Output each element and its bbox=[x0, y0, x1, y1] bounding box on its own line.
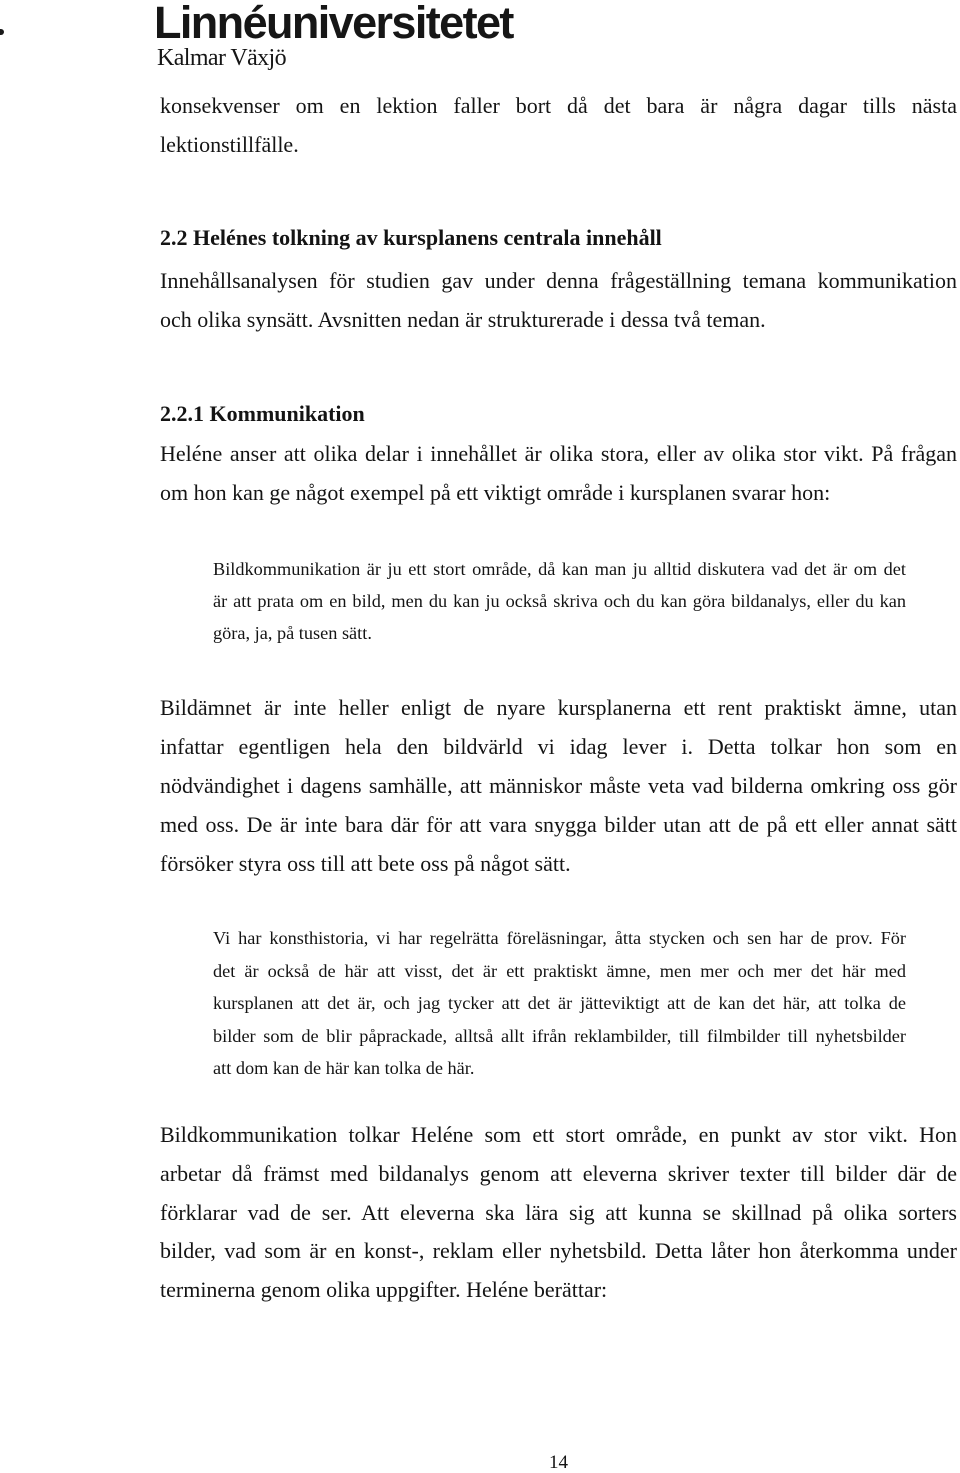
text-line: om hon kan ge något exempel på ett viktigt område i kursplanen svarar hon: bbox=[160, 480, 831, 505]
quote-line: att dom kan de här kan tolka de här. bbox=[213, 1058, 475, 1078]
text-line: arbetar då främst med bildanalys genom att eleverna skriver texter till bilder där de bbox=[160, 1160, 957, 1186]
interview-quote-1 bbox=[213, 553, 906, 649]
text-line: Innehållsanalysen för studien gav under denna frågeställning temana kommunikation bbox=[160, 268, 957, 293]
text-line: förklarar vad de ser. Att eleverna ska lära sig att kunna se skillnad på olika sorters bbox=[160, 1199, 957, 1225]
university-logo-name: Linnéuniversitetet bbox=[154, 0, 513, 48]
paragraph-helene-view bbox=[160, 434, 957, 512]
text-line: terminerna genom olika uppgifter. Heléne berättar: bbox=[160, 1277, 608, 1303]
quote-line: är att prata om en bild, men du kan ju också skriva och du kan göra bildanalys, eller du kan bbox=[213, 591, 906, 611]
text-line: infattar egentligen hela den bildvärld vi idag lever i. Detta tolkar hon som en bbox=[160, 734, 957, 759]
university-logo-locations: Kalmar Växjö bbox=[157, 45, 286, 71]
section-heading-2-2-1: 2.2.1 Kommunikation bbox=[160, 401, 365, 426]
paragraph-image-communication bbox=[160, 1116, 957, 1310]
text-line: bilder, vad som är en konst-, reklam eller nyhetsbild. Detta låter hon återkomma under bbox=[160, 1238, 957, 1264]
paragraph-continuation bbox=[160, 86, 957, 164]
text-line: Bildkommunikation tolkar Heléne som ett stort område, en punkt av stor vikt. Hon bbox=[160, 1122, 957, 1147]
text-line: Bildämnet är inte heller enligt de nyare kursplanerna ett rent praktiskt ämne, utan bbox=[160, 695, 957, 720]
quote-line: göra, ja, på tusen sätt. bbox=[213, 623, 372, 643]
section-heading-2-2: 2.2 Helénes tolkning av kursplanens centrala innehåll bbox=[160, 225, 662, 250]
text-line: med oss. De är inte bara där för att vara snygga bilder utan att de på ett eller annat sätt bbox=[160, 812, 957, 837]
page-number: 14 bbox=[549, 1452, 568, 1473]
text-line: lektionstillfälle. bbox=[160, 132, 299, 157]
quote-line: Bildkommunikation är ju ett stort område, då kan man ju alltid diskutera vad det är om det bbox=[213, 559, 906, 579]
text-line: Heléne anser att olika delar i innehållet är olika stora, eller av olika stor vikt. På frågan bbox=[160, 441, 957, 466]
logo-mark-fragment bbox=[0, 29, 4, 35]
text-line: konsekvenser om en lektion faller bort då det bara är några dagar tills nästa bbox=[160, 93, 957, 118]
text-line: försöker styra oss till att bete oss på något sätt. bbox=[160, 851, 571, 876]
quote-line: det är också de här att visst, det är ett praktiskt ämne, men mer och mer det här med bbox=[213, 960, 906, 981]
quote-line: bilder som de blir påprackade, alltså allt ifrån reklambilder, till filmbilder till nyhetsbilder bbox=[213, 1025, 906, 1046]
paragraph-content-analysis bbox=[160, 261, 957, 339]
quote-line: Vi har konsthistoria, vi har regelrätta föreläsningar, åtta stycken och sen har de prov. För bbox=[213, 928, 906, 948]
quote-line: kursplanen att det är, och jag tycker att det är jätteviktigt att de kan det här, att tolka de bbox=[213, 993, 906, 1013]
interview-quote-2 bbox=[213, 922, 906, 1085]
text-line: och olika synsätt. Avsnitten nedan är strukturerade i dessa två teman. bbox=[160, 307, 766, 332]
text-line: nödvändighet i dagens samhälle, att människor måste veta vad bilderna omkring oss gör bbox=[160, 773, 957, 798]
paragraph-image-subject bbox=[160, 688, 957, 883]
